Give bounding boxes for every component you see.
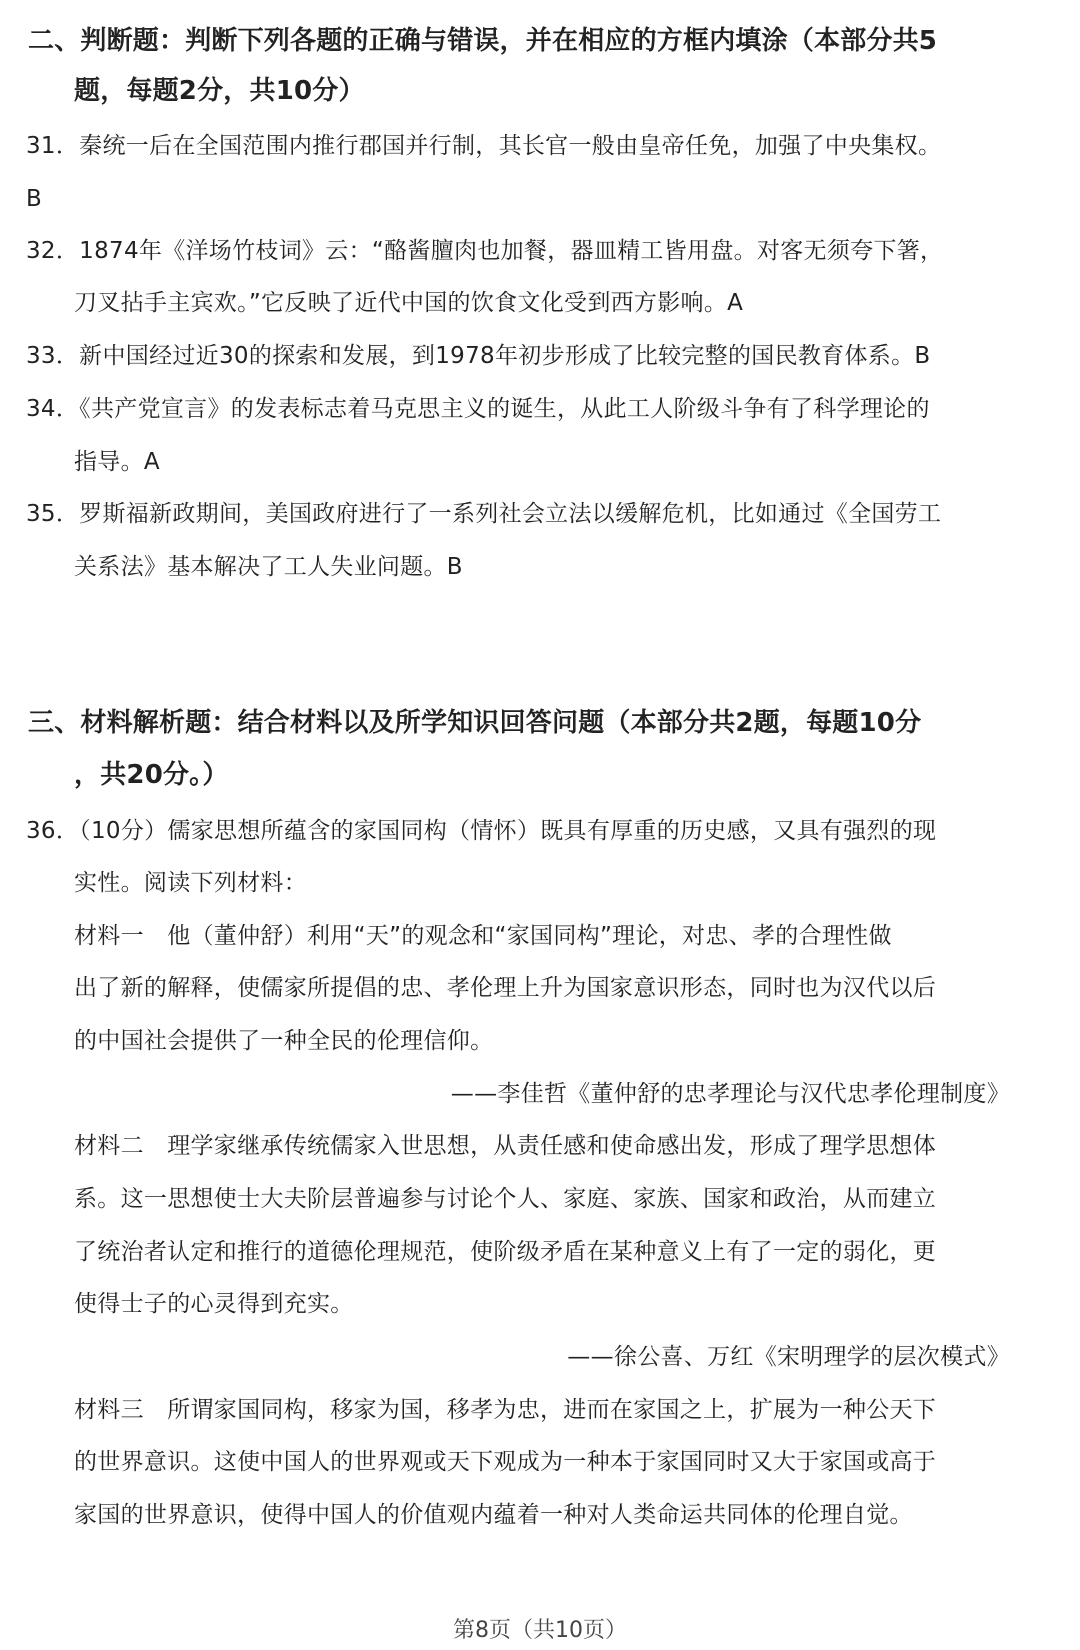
section-3-heading-line-1: 三、材料解析题：结合材料以及所学知识回答问题（本部分共2题，每题10分	[28, 708, 922, 738]
material-1-line-3: 的中国社会提供了一种全民的伦理信仰。	[74, 1028, 494, 1054]
question-34-line-2: 指导。A	[74, 449, 160, 475]
material-2-source: ——徐公喜、万红《宋明理学的层次模式》	[567, 1344, 1010, 1370]
question-32-line-1: 32．1874年《洋场竹枝词》云：“酪酱膻肉也加餐，器皿精工皆用盘。对客无须夸下箸，	[26, 238, 944, 264]
material-1-source: ——李佳哲《董仲舒的忠孝理论与汉代忠孝伦理制度》	[450, 1081, 1010, 1107]
section-3-heading-line-2: ，共20分。）	[74, 760, 229, 790]
material-3-line-2: 的世界意识。这使中国人的世界观或天下观成为一种本于家国同时又大于家国或高于	[74, 1449, 937, 1475]
question-33-line-1: 33．新中国经过近30的探索和发展，到1978年初步形成了比较完整的国民教育体系。B	[26, 343, 931, 369]
material-2-line-4: 使得士子的心灵得到充实。	[74, 1291, 354, 1317]
material-2-line-3: 了统治者认定和推行的道德伦理规范，使阶级矛盾在某种意义上有了一定的弱化，更	[74, 1239, 937, 1265]
question-31-answer: B	[26, 186, 43, 212]
question-31-text: 31．秦统一后在全国范围内推行郡国并行制，其长官一般由皇帝任免，加强了中央集权。	[26, 133, 942, 159]
material-2-line-1: 材料二 理学家继承传统儒家入世思想，从责任感和使命感出发，形成了理学思想体	[74, 1133, 937, 1159]
material-3-line-1: 材料三 所谓家国同构，移家为国，移孝为忠，进而在家国之上，扩展为一种公天下	[74, 1397, 937, 1423]
section-2-heading-line-2: 题，每题2分，共10分）	[74, 76, 365, 106]
question-32-line-2: 刀叉拈手主宾欢。”它反映了近代中国的饮食文化受到西方影响。A	[74, 290, 744, 316]
question-34-line-1: 34．《共产党宣言》的发表标志着马克思主义的诞生，从此工人阶级斗争有了科学理论的	[26, 396, 930, 422]
question-35-line-2: 关系法》基本解决了工人失业问题。B	[74, 554, 463, 580]
question-36-line-2: 实性。阅读下列材料：	[74, 870, 307, 896]
section-2-heading-line-1: 二、判断题：判断下列各题的正确与错误，并在相应的方框内填涂（本部分共5	[28, 26, 938, 56]
question-35-line-1: 35．罗斯福新政期间，美国政府进行了一系列社会立法以缓解危机，比如通过《全国劳工	[26, 501, 942, 527]
material-2-line-2: 系。这一思想使士大夫阶层普遍参与讨论个人、家庭、家族、国家和政治，从而建立	[74, 1186, 937, 1212]
material-1-line-1: 材料一 他（董仲舒）利用“天”的观念和“家国同构”理论，对忠、孝的合理性做	[74, 923, 892, 949]
page-footer: 第8页（共10页）	[453, 1618, 627, 1643]
material-1-line-2: 出了新的解释，使儒家所提倡的忠、孝伦理上升为国家意识形态，同时也为汉代以后	[74, 975, 937, 1001]
material-3-line-3: 家国的世界意识，使得中国人的价值观内蕴着一种对人类命运共同体的伦理自觉。	[74, 1502, 913, 1528]
question-36-line-1: 36．（10分）儒家思想所蕴含的家国同构（情怀）既具有厚重的历史感，又具有强烈的现	[26, 818, 937, 844]
